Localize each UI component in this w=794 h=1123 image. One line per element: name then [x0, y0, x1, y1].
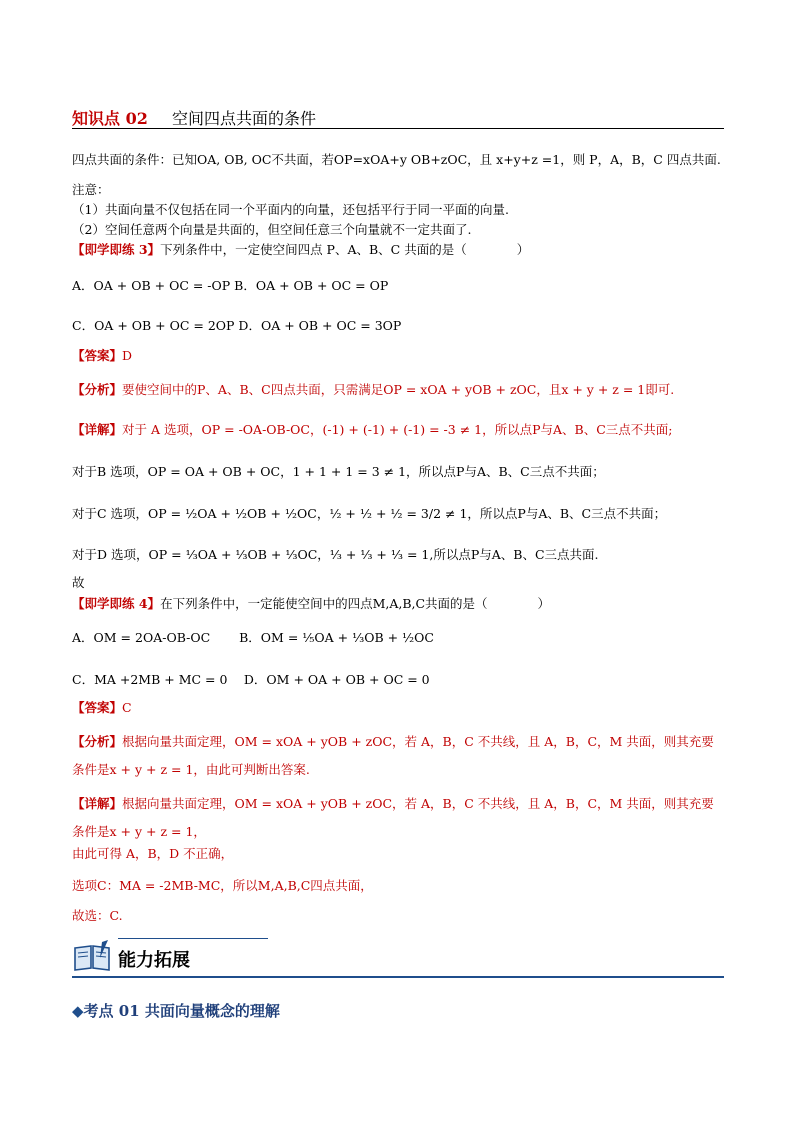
exercise-tag: 【即学即练 4】	[72, 596, 161, 611]
options-cd: C．OA + OB + OC = 2OP D．OA + OB + OC = 3OP	[72, 318, 402, 333]
line-note-2: （2）空间任意两个向量是共面的，但空间任意三个向量就不一定共面了.	[72, 222, 472, 237]
diamond-icon: ◆	[72, 1002, 84, 1020]
detail-tag: 【详解】	[72, 796, 123, 811]
analysis-4	[72, 732, 714, 752]
heading-tag: 知识点 02	[72, 109, 148, 128]
options-4-ab: A．OM = 2OA-OB-OC B．OM = ⅕OA + ⅓OB + ½OC	[72, 630, 434, 645]
analysis-tag: 【分析】	[72, 734, 123, 749]
options-ab: A．OA + OB + OC = -OP B．OA + OB + OC = OP	[72, 278, 389, 293]
detail-3-c: 对于C 选项，OP = ½OA + ½OB + ½OC，½ + ½ + ½ = 3/2 ≠ 1，所以点P与A、B、C三点不共面；	[72, 506, 667, 521]
heading-title: 空间四点共面的条件	[172, 109, 317, 128]
line-condition: 四点共面的条件：已知OA, OB, OC不共面，若OP=xOA+y OB+zOC，且 x+y+z =1，则 P，A，B，C 四点共面.	[72, 152, 721, 167]
line-gu: 故	[72, 575, 85, 590]
book-icon	[72, 940, 112, 972]
analysis-4-cont: 条件是x + y + z = 1，由此可判断出答案.	[72, 762, 310, 777]
detail-4-e: 故选：C.	[72, 908, 123, 923]
exercise-3	[72, 240, 529, 260]
section-heading	[72, 104, 724, 129]
topic-text: 考点 01 共面向量概念的理解	[83, 1002, 280, 1020]
analysis-tag: 【分析】	[72, 382, 123, 397]
line-note: 注意：	[72, 182, 110, 197]
answer-value: C	[122, 700, 132, 715]
analysis-text: 要使空间中的P、A、B、C四点共面，只需满足OP = xOA + yOB + zOC，且x + y + z = 1即可.	[122, 382, 675, 397]
section-ability	[72, 938, 724, 978]
detail-text: 对于 A 选项，OP = -OA-OB-OC，(-1) + (-1) + (-1) = -3 ≠ 1，所以点P与A、B、C三点不共面;	[122, 422, 673, 437]
detail-4-c: 由此可得 A，B，D 不正确，	[72, 846, 234, 861]
detail-4-b: 条件是x + y + z = 1，	[72, 824, 206, 839]
exercise-tag: 【即学即练 3】	[72, 242, 161, 257]
answer-3	[72, 346, 132, 366]
section-top-line	[118, 938, 268, 939]
detail-text: 根据向量共面定理，OM = xOA + yOB + zOC，若 A，B，C 不共线，且 A，B，C，M 共面，则其充要	[122, 796, 714, 811]
options-4-cd: C．MA +2MB + MC = 0 D．OM + OA + OB + OC = 0	[72, 672, 430, 687]
topic-heading	[72, 1000, 280, 1021]
detail-4	[72, 794, 714, 814]
analysis-3	[72, 380, 674, 400]
answer-value: D	[122, 348, 133, 363]
detail-3-d: 对于D 选项，OP = ⅓OA + ⅓OB + ⅓OC，⅓ + ⅓ + ⅓ = 1,所以点P与A、B、C三点共面.	[72, 547, 599, 562]
section-title: 能力拓展	[118, 950, 190, 971]
analysis-text: 根据向量共面定理，OM = xOA + yOB + zOC，若 A，B，C 不共线，且 A，B，C，M 共面，则其充要	[122, 734, 714, 749]
detail-3-a	[72, 420, 673, 440]
exercise-4	[72, 594, 550, 614]
answer-tag: 【答案】	[72, 348, 123, 363]
line-note-1: （1）共面向量不仅包括在同一个平面内的向量，还包括平行于同一平面的向量.	[72, 202, 509, 217]
detail-4-d: 选项C：MA = -2MB-MC，所以M,A,B,C四点共面，	[72, 878, 373, 893]
answer-4	[72, 698, 132, 718]
exercise-text: 下列条件中，一定使空间四点 P、A、B、C 共面的是（ ）	[160, 242, 530, 257]
exercise-text: 在下列条件中，一定能使空间中的四点M,A,B,C共面的是（ ）	[160, 596, 551, 611]
answer-tag: 【答案】	[72, 700, 123, 715]
detail-3-b: 对于B 选项，OP = OA + OB + OC，1 + 1 + 1 = 3 ≠ 1，所以点P与A、B、C三点不共面；	[72, 464, 605, 479]
detail-tag: 【详解】	[72, 422, 123, 437]
